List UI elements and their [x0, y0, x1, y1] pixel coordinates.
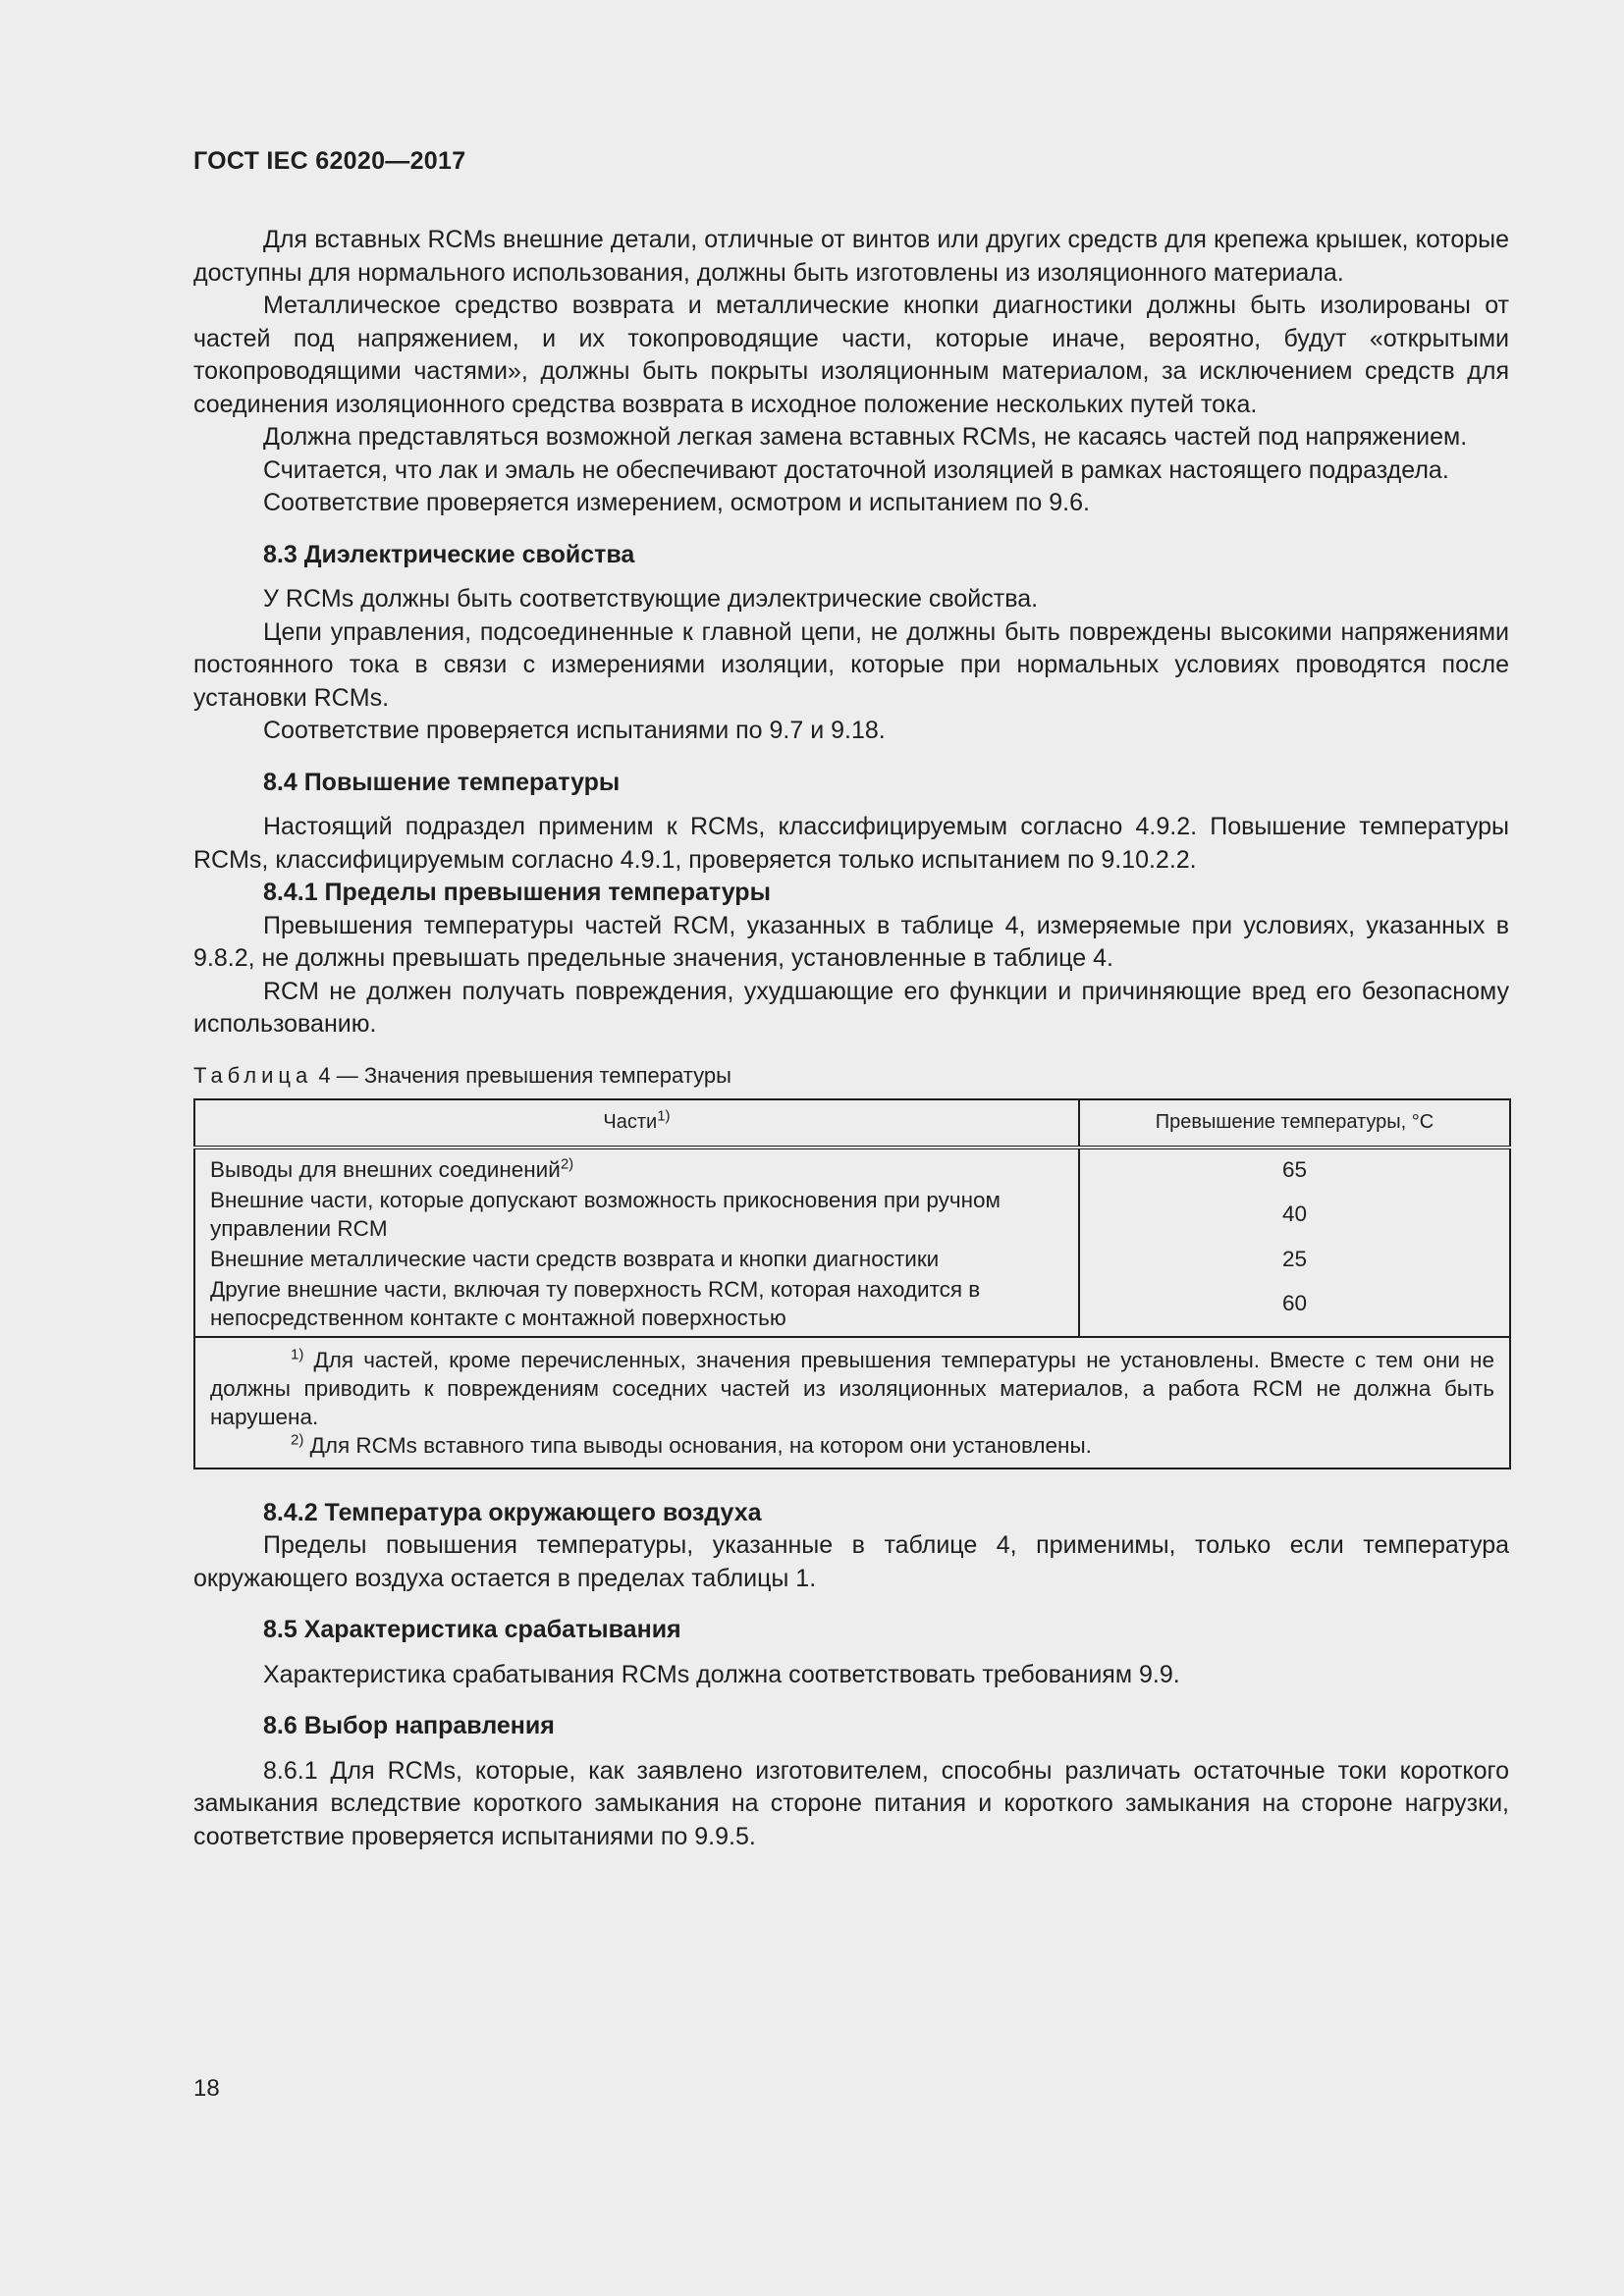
table-header-row: [194, 1099, 1510, 1148]
paragraph: Соответствие проверяется измерением, осмотром и испытанием по 9.6.: [263, 489, 1090, 516]
table-row: [194, 1185, 1510, 1244]
section-heading-8-3: 8.3 Диэлектрические свойства: [263, 540, 635, 568]
cell-part: Выводы для внешних соединений$^{2)}$: [194, 1148, 1079, 1185]
paragraph: У RCMs должны быть соответствующие диэлектрические свойства.: [263, 585, 1039, 613]
note-marker: 2): [291, 1431, 304, 1448]
cell-value: 65: [1281, 1156, 1308, 1182]
paragraph: 8.6.1 Для RCMs, которые, как заявлено изготовителем, способны различать остаточные токи короткого замыкания вследствие короткого замыкания на стороне питания и короткого замыкания на стороне нагрузки, соответствие проверяется испытаниями по 9.9.5.: [193, 1756, 1509, 1850]
table-notes: [194, 1337, 1510, 1468]
temperature-rise-table: [193, 1098, 1511, 1469]
table-row: [194, 1274, 1510, 1337]
paragraph: Характеристика срабатывания RCMs должна соответствовать требованиям 9.9.: [263, 1660, 1180, 1688]
table-notes-row: [194, 1337, 1510, 1468]
document-body: [193, 224, 1509, 1853]
note-marker: 1): [291, 1346, 304, 1362]
footnote-marker: 2): [560, 1155, 574, 1172]
page-number: 18: [193, 2075, 220, 2102]
section-heading-8-4: 8.4 Повышение температуры: [263, 768, 621, 796]
table-caption: [193, 1061, 1509, 1091]
table-caption-prefix: Таблица: [193, 1062, 313, 1088]
cell-part: Внешние металлические части средств возврата и кнопки диагностики: [194, 1244, 1079, 1274]
paragraph: Должна представляться возможной легкая замена вставных RCMs, не касаясь частей под напряжением.: [263, 423, 1468, 451]
footnote-marker: 1): [657, 1107, 671, 1125]
section-heading-8-6: 8.6 Выбор направления: [263, 1712, 555, 1739]
cell-value: 60: [1281, 1291, 1308, 1315]
cell-part: Другие внешние части, включая ту поверхность RCM, которая находится в непосредственном контакте с монтажной поверхностью: [194, 1274, 1079, 1337]
paragraph: Соответствие проверяется испытаниями по 9.7 и 9.18.: [263, 717, 886, 744]
paragraph: Цепи управления, подсоединенные к главной цепи, не должны быть повреждены высокими напряжениями постоянного тока в связи с измерениями изоляции, которые при нормальных условиях проводятся после установки RCMs.: [193, 617, 1509, 712]
paragraph: Считается, что лак и эмаль не обеспечивают достаточной изоляцией в рамках настоящего подраздела.: [263, 455, 1449, 484]
paragraph: Для вставных RCMs внешние детали, отличные от винтов или других средств для крепежа крышек, которые доступны для нормального использования, должны быть изготовлены из изоляционного материала.: [193, 226, 1509, 287]
section-heading-8-4-1: 8.4.1 Пределы превышения температуры: [263, 879, 771, 906]
table-row: [194, 1148, 1510, 1185]
paragraph: RCM не должен получать повреждения, ухудшающие его функции и причиняющие вред его безопасному использованию.: [193, 977, 1509, 1038]
section-heading-8-4-2: 8.4.2 Температура окружающего воздуха: [263, 1498, 762, 1526]
section-heading-8-5: 8.5 Характеристика срабатывания: [263, 1616, 681, 1643]
paragraph: Пределы повышения температуры, указанные в таблице 4, применимы, только если температура окружающего воздуха остается в пределах таблицы 1.: [193, 1531, 1509, 1592]
column-header-parts: Части$^{1)}$: [194, 1099, 1079, 1148]
table-caption-text: 4 — Значения превышения температуры: [318, 1062, 731, 1088]
column-header-temperature: Превышение температуры, °C: [1079, 1099, 1510, 1148]
table-note: $^{1)}$ Для частей, кроме перечисленных, значения превышения температуры не установлены. Вместе с тем они не должны приводить к повреждениям соседних частей из изоляционных материалов, а работа RCM не должна быть нарушена.: [210, 1346, 1494, 1429]
paragraph: Металлическое средство возврата и металлические кнопки диагностики должны быть изолированы от частей под напряжением, и их токопроводящие части, которые иначе, вероятно, будут «открытыми токопроводящими частями», должны быть покрыты изоляционным материалом, за исключением средств для соединения изоляционного средства возврата в исходное положение нескольких путей тока.: [193, 292, 1509, 418]
table-row: [194, 1244, 1510, 1274]
cell-value: 40: [1281, 1201, 1308, 1226]
paragraph: Превышения температуры частей RCM, указанных в таблице 4, измеряемые при условиях, указанных в 9.8.2, не должны превышать предельные значения, установленные в таблице 4.: [193, 911, 1509, 972]
cell-part: Внешние части, которые допускают возможность прикосновения при ручном управлении RCM: [194, 1185, 1079, 1244]
cell-value: 25: [1281, 1246, 1308, 1271]
document-header: ГОСТ IEC 62020—2017: [193, 147, 466, 175]
paragraph: Настоящий подраздел применим к RCMs, классифицируемым согласно 4.9.2. Повышение температуры RCMs, классифицируемым согласно 4.9.1, проверяется только испытанием по 9.10.2.2.: [193, 813, 1509, 874]
table-note: $^{2)}$ Для RCMs вставного типа выводы основания, на котором они установлены.: [291, 1431, 1092, 1458]
